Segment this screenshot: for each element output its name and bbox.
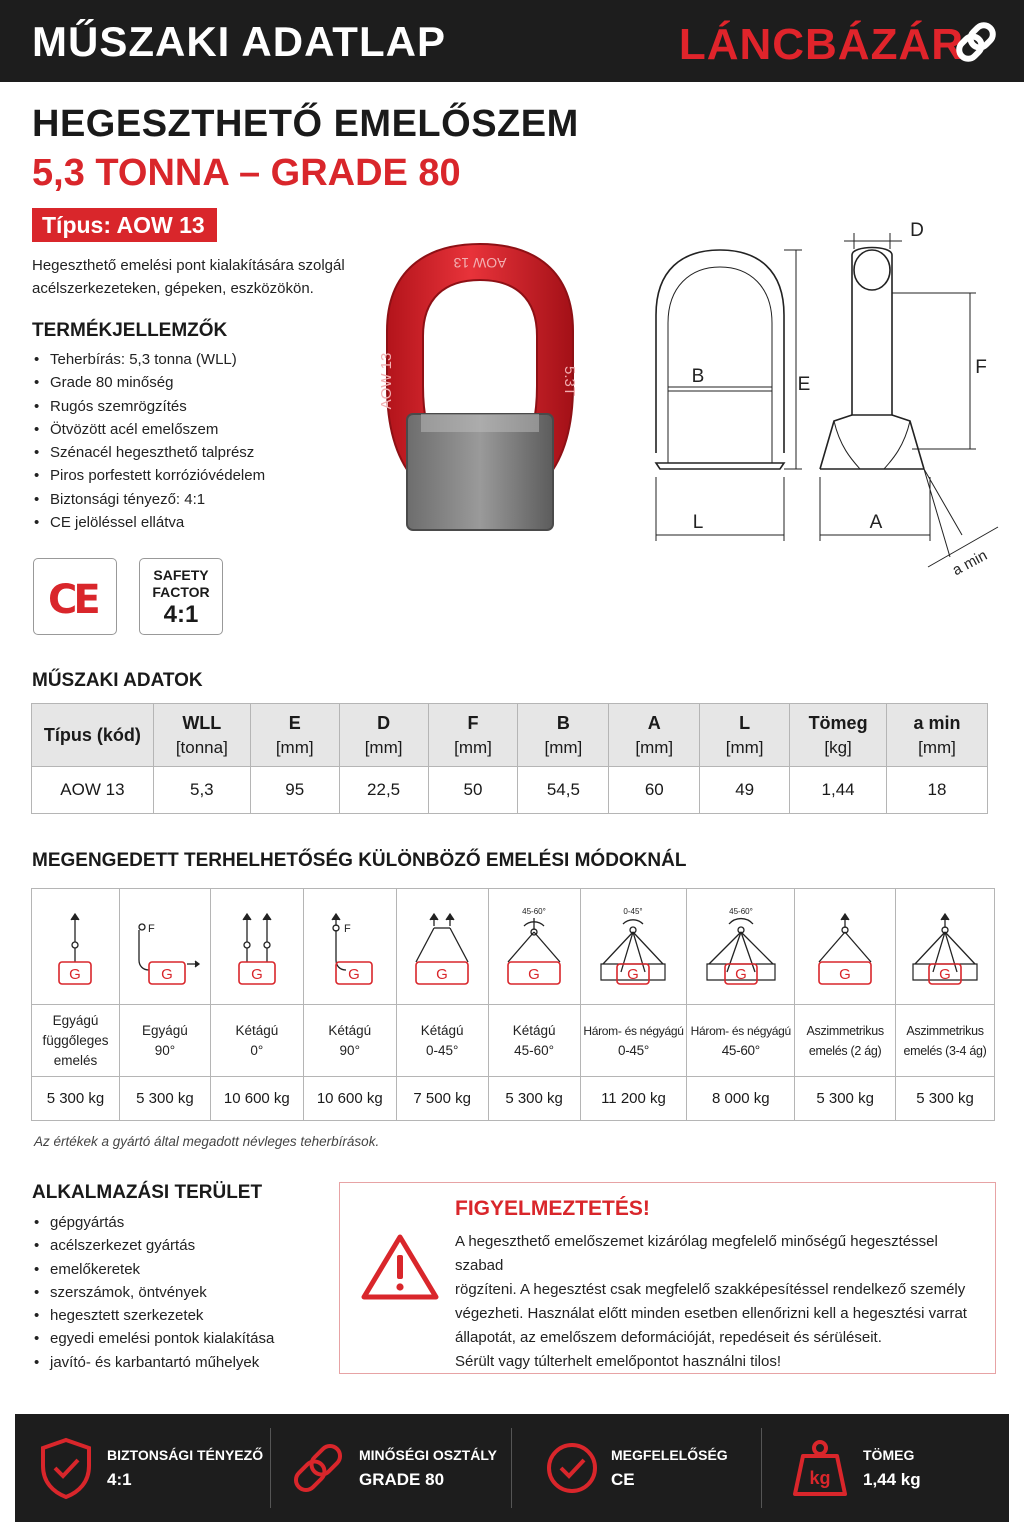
warning-line: A hegeszthető emelőszemet kizárólag megfelelő minőségű hegesztéssel szabad bbox=[455, 1233, 938, 1274]
load-heading: MEGENGEDETT TERHELHETŐSÉG KÜLÖNBÖZŐ EMELÉSI MÓDOKNÁL bbox=[32, 850, 687, 871]
footer-label: MEGFELELŐSÉG bbox=[611, 1447, 728, 1463]
dim-label-D: D bbox=[910, 220, 924, 241]
warning-line: Sérült vagy túlterhelt emelőpontot használni tilos! bbox=[455, 1353, 782, 1370]
warning-box bbox=[339, 1182, 996, 1374]
svg-text:G: G bbox=[69, 965, 82, 983]
feature-item: • Grade 80 minőség bbox=[32, 371, 352, 394]
brand-logo-text: LÁNCBÁZÁR bbox=[678, 20, 964, 69]
svg-text:G: G bbox=[161, 965, 173, 983]
features-heading: TERMÉKJELLEMZŐK bbox=[32, 320, 228, 341]
features-list bbox=[32, 348, 352, 534]
specs-cell: AOW 13 bbox=[32, 767, 154, 814]
dim-label-B: B bbox=[691, 366, 705, 387]
load-icon-cell bbox=[795, 889, 896, 1005]
two-leg-90-icon bbox=[310, 902, 390, 992]
svg-text:G: G bbox=[939, 965, 951, 983]
safety-label-1: SAFETY bbox=[153, 567, 209, 583]
two-leg-0-icon bbox=[217, 902, 297, 992]
specs-col-header: WLL [tonna] bbox=[153, 704, 250, 767]
svg-text:G: G bbox=[839, 965, 851, 983]
load-capacity-cell: 5 300 kg bbox=[119, 1077, 210, 1121]
feature-item: • Szénacél hegeszthető talprész bbox=[32, 441, 352, 464]
dim-label-F: F bbox=[975, 357, 987, 378]
svg-text:45-60°: 45-60° bbox=[728, 906, 753, 916]
specs-col-header: A [mm] bbox=[609, 704, 700, 767]
load-capacity-cell: 11 200 kg bbox=[580, 1077, 687, 1121]
application-item: • egyedi emelési pontok kialakítása bbox=[32, 1327, 332, 1350]
svg-text:G: G bbox=[347, 965, 360, 983]
specs-col-header: L [mm] bbox=[700, 704, 790, 767]
load-capacity-cell: 5 300 kg bbox=[795, 1077, 896, 1121]
specs-cell: 18 bbox=[887, 767, 988, 814]
application-list bbox=[32, 1211, 332, 1374]
load-icon-cell bbox=[896, 889, 995, 1005]
single-leg-vertical-icon bbox=[35, 902, 115, 992]
specs-table bbox=[31, 703, 988, 814]
svg-text:G: G bbox=[627, 965, 640, 983]
load-capacity-cell: 5 300 kg bbox=[488, 1077, 580, 1121]
specs-cell: 54,5 bbox=[518, 767, 609, 814]
load-capacity-cell: 5 300 kg bbox=[32, 1077, 120, 1121]
footer-item-safety bbox=[15, 1414, 265, 1522]
product-photo bbox=[355, 236, 605, 536]
svg-text:0-45°: 0-45° bbox=[623, 906, 644, 916]
specs-col-header: Típus (kód) bbox=[32, 704, 154, 767]
load-capacity-cell: 8 000 kg bbox=[687, 1077, 795, 1121]
warning-line: állapotát, az emelőszem deformációját, repedéseit és sérüléseit. bbox=[455, 1329, 882, 1346]
specs-col-header: a min [mm] bbox=[887, 704, 988, 767]
load-icon-cell bbox=[210, 889, 303, 1005]
load-mode-cell: Aszimmetrikus emelés (3-4 ág) bbox=[896, 1005, 995, 1077]
load-icon-cell bbox=[580, 889, 687, 1005]
specs-cell: 22,5 bbox=[339, 767, 428, 814]
specs-data-row bbox=[32, 767, 988, 814]
load-note: Az értékek a gyártó által megadott névleges teherbírások. bbox=[34, 1134, 380, 1149]
load-icon-cell bbox=[488, 889, 580, 1005]
svg-text:45-60°: 45-60° bbox=[522, 906, 546, 916]
load-icon-cell bbox=[119, 889, 210, 1005]
feature-item: • Biztonsági tényező: 4:1 bbox=[32, 488, 352, 511]
warning-triangle-icon bbox=[360, 1231, 440, 1303]
load-icon-cell bbox=[687, 889, 795, 1005]
load-capacity-cell: 5 300 kg bbox=[896, 1077, 995, 1121]
weight-icon bbox=[791, 1436, 849, 1500]
svg-text:kg: kg bbox=[809, 1468, 831, 1488]
page-title: MŰSZAKI ADATLAP bbox=[32, 18, 446, 65]
load-mode-cell: Kétágú 90° bbox=[303, 1005, 396, 1077]
multi-leg-45-60-icon bbox=[701, 902, 781, 992]
photo-marking-top: AOW 13 bbox=[453, 255, 507, 271]
footer-value: 1,44 kg bbox=[863, 1470, 921, 1489]
product-subtitle: 5,3 TONNA – GRADE 80 bbox=[32, 152, 461, 194]
load-icon-cell bbox=[32, 889, 120, 1005]
specs-col-header: E [mm] bbox=[250, 704, 339, 767]
technical-drawing bbox=[612, 215, 1012, 590]
footer-item-grade bbox=[275, 1414, 515, 1522]
load-mode-cell: Három- és négyágú 0-45° bbox=[580, 1005, 687, 1077]
footer-divider bbox=[270, 1428, 271, 1508]
photo-marking-right: 5.3T bbox=[561, 365, 578, 397]
specs-col-header: B [mm] bbox=[518, 704, 609, 767]
load-table bbox=[31, 888, 995, 1121]
footer-item-conformity bbox=[515, 1414, 755, 1522]
footer-divider bbox=[761, 1428, 762, 1508]
ce-mark: CE bbox=[48, 577, 97, 623]
dim-label-amin: a min bbox=[949, 546, 991, 580]
application-item: • szerszámok, öntvények bbox=[32, 1281, 332, 1304]
feature-item: • Rugós szemrögzítés bbox=[32, 395, 352, 418]
load-icon-row bbox=[32, 889, 995, 1005]
footer-value: GRADE 80 bbox=[359, 1470, 445, 1489]
dim-label-A: A bbox=[869, 512, 883, 533]
application-item: • hegesztett szerkezetek bbox=[32, 1304, 332, 1327]
single-leg-90-icon bbox=[125, 902, 205, 992]
warning-line: végezheti. Használat előtt minden esetben ellenőrizni kell a hegesztési varrat bbox=[455, 1305, 967, 1322]
safety-factor-badge bbox=[139, 558, 223, 635]
footer-value: CE bbox=[611, 1470, 635, 1489]
footer-label: MINŐSÉGI OSZTÁLY bbox=[359, 1447, 497, 1463]
footer-value: 4:1 bbox=[107, 1470, 132, 1489]
specs-cell: 49 bbox=[700, 767, 790, 814]
load-mode-cell: Három- és négyágú 45-60° bbox=[687, 1005, 795, 1077]
load-icon-cell bbox=[303, 889, 396, 1005]
application-item: • javító- és karbantartó műhelyek bbox=[32, 1351, 332, 1374]
load-capacity-row bbox=[32, 1077, 995, 1121]
svg-text:F: F bbox=[147, 922, 155, 935]
specs-col-header: Tömeg [kg] bbox=[790, 704, 887, 767]
chain-logo-icon bbox=[950, 16, 1002, 68]
ce-badge bbox=[33, 558, 117, 635]
load-capacity-cell: 10 600 kg bbox=[210, 1077, 303, 1121]
asymmetric-multi-leg-icon bbox=[905, 902, 985, 992]
shield-check-icon bbox=[37, 1436, 95, 1500]
application-item: • emelőkeretek bbox=[32, 1258, 332, 1281]
type-badge: Típus: AOW 13 bbox=[32, 208, 217, 242]
footer-item-weight bbox=[765, 1414, 1009, 1522]
application-item: • gépgyártás bbox=[32, 1211, 332, 1234]
multi-leg-0-45-icon bbox=[593, 902, 673, 992]
specs-cell: 1,44 bbox=[790, 767, 887, 814]
load-icon-cell bbox=[396, 889, 488, 1005]
load-mode-cell: Egyágú függőleges emelés bbox=[32, 1005, 120, 1077]
svg-text:F: F bbox=[343, 922, 351, 935]
svg-text:G: G bbox=[436, 965, 449, 983]
load-mode-row bbox=[32, 1005, 995, 1077]
feature-item: • Ötvözött acél emelőszem bbox=[32, 418, 352, 441]
dim-label-E: E bbox=[797, 374, 811, 395]
load-capacity-cell: 10 600 kg bbox=[303, 1077, 396, 1121]
safety-value: 4:1 bbox=[163, 601, 199, 628]
circle-check-icon bbox=[543, 1436, 601, 1500]
application-heading: ALKALMAZÁSI TERÜLET bbox=[32, 1182, 263, 1203]
load-mode-cell: Egyágú 90° bbox=[119, 1005, 210, 1077]
specs-cell: 50 bbox=[428, 767, 518, 814]
specs-col-header: D [mm] bbox=[339, 704, 428, 767]
header-bar bbox=[0, 0, 1024, 82]
asymmetric-2-leg-icon bbox=[805, 902, 885, 992]
product-title: HEGESZTHETŐ EMELŐSZEM bbox=[32, 103, 579, 145]
load-capacity-cell: 7 500 kg bbox=[396, 1077, 488, 1121]
feature-item: • Piros porfestett korrózióvédelem bbox=[32, 464, 352, 487]
chain-link-icon bbox=[289, 1436, 347, 1500]
safety-label-2: FACTOR bbox=[152, 584, 210, 600]
specs-cell: 5,3 bbox=[153, 767, 250, 814]
specs-heading: MŰSZAKI ADATOK bbox=[32, 670, 203, 691]
load-mode-cell: Kétágú 0-45° bbox=[396, 1005, 488, 1077]
product-intro: Hegeszthető emelési pont kialakítására szolgál acélszerkezeteken, gépeken, eszközökön. bbox=[32, 257, 345, 297]
specs-col-header: F [mm] bbox=[428, 704, 518, 767]
specs-header-row bbox=[32, 704, 988, 767]
svg-text:G: G bbox=[250, 965, 263, 983]
application-item: • acélszerkezet gyártás bbox=[32, 1234, 332, 1257]
two-leg-0-45-icon bbox=[402, 902, 482, 992]
dim-label-L: L bbox=[692, 512, 704, 533]
load-mode-cell: Aszimmetrikus emelés (2 ág) bbox=[795, 1005, 896, 1077]
feature-item: • CE jelöléssel ellátva bbox=[32, 511, 352, 534]
specs-cell: 60 bbox=[609, 767, 700, 814]
footer-label: TÖMEG bbox=[863, 1447, 915, 1463]
footer-label: BIZTONSÁGI TÉNYEZŐ bbox=[107, 1447, 264, 1463]
warning-line: rögzíteni. A hegesztést csak megfelelő szakképesítéssel rendelkező személy bbox=[455, 1281, 966, 1298]
feature-item: • Teherbírás: 5,3 tonna (WLL) bbox=[32, 348, 352, 371]
svg-text:G: G bbox=[528, 965, 540, 983]
load-mode-cell: Kétágú 45-60° bbox=[488, 1005, 580, 1077]
footer-divider bbox=[511, 1428, 512, 1508]
warning-title: FIGYELMEZTETÉS! bbox=[455, 1197, 650, 1220]
photo-marking-left: AOW 13 bbox=[378, 352, 395, 410]
footer-bar bbox=[15, 1414, 1009, 1522]
two-leg-45-60-icon bbox=[494, 902, 574, 992]
svg-text:G: G bbox=[734, 965, 747, 983]
specs-cell: 95 bbox=[250, 767, 339, 814]
warning-text bbox=[455, 1230, 980, 1374]
load-mode-cell: Kétágú 0° bbox=[210, 1005, 303, 1077]
